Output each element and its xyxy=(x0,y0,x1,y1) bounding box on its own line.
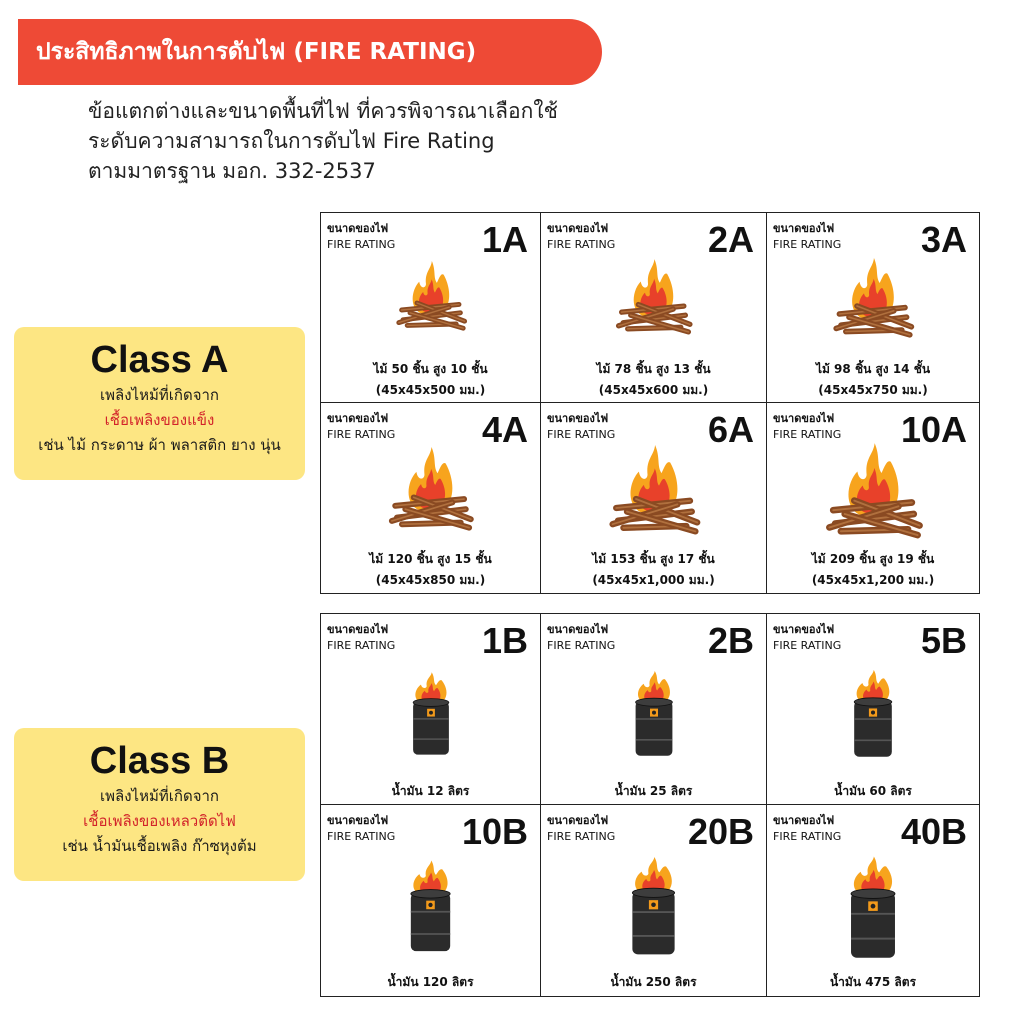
oil-drum-fire-icon xyxy=(321,860,540,955)
cell-label-english: FIRE RATING xyxy=(327,830,396,843)
rating-cell xyxy=(321,403,541,593)
cell-label-thai: ขนาดของไฟ xyxy=(547,412,609,425)
wood-size-caption: (45x45x850 มม.) xyxy=(375,573,486,587)
class-b-line-2: เชื้อเพลิงของเหลวติดไฟ xyxy=(83,812,236,830)
rating-cell xyxy=(321,213,541,403)
page-title: ประสิทธิภาพในการดับไฟ (FIRE RATING) xyxy=(36,39,477,65)
wood-size-caption: (45x45x750 มม.) xyxy=(818,383,928,397)
cell-label-thai: ขนาดของไฟ xyxy=(327,814,389,827)
cell-label-thai: ขนาดของไฟ xyxy=(547,814,609,827)
wood-quantity-caption: ไม้ 98 ชิ้น สูง 14 ชั้น xyxy=(815,362,931,376)
cell-label-english: FIRE RATING xyxy=(327,639,396,652)
cell-label-english: FIRE RATING xyxy=(773,639,842,652)
fire-rating-value: 10B xyxy=(461,811,528,852)
rating-cell xyxy=(541,614,767,805)
rating-cell xyxy=(321,614,541,805)
fire-rating-value: 1B xyxy=(481,620,528,661)
class-b-title: Class B xyxy=(89,740,230,782)
oil-volume-caption: น้ำมัน 475 ลิตร xyxy=(829,975,917,989)
fire-rating-value: 40B xyxy=(900,811,967,852)
fire-rating-value: 6A xyxy=(707,409,754,450)
oil-drum-fire-icon xyxy=(321,672,540,758)
cell-label-thai: ขนาดของไฟ xyxy=(773,222,835,235)
intro-text xyxy=(88,96,558,186)
cell-label-thai: ขนาดของไฟ xyxy=(773,412,835,425)
intro-line-1: ข้อแตกต่างและขนาดพื้นที่ไฟ ที่ควรพิจารณาเลือกใช้ xyxy=(88,99,558,123)
cell-label-english: FIRE RATING xyxy=(547,238,616,251)
fire-rating-value: 1A xyxy=(481,219,528,260)
cell-label-thai: ขนาดของไฟ xyxy=(773,623,835,636)
fire-rating-value: 5B xyxy=(920,620,967,661)
class-b-rating-grid xyxy=(320,613,980,997)
cell-label-thai: ขนาดของไฟ xyxy=(773,814,835,827)
cell-label-thai: ขนาดของไฟ xyxy=(547,222,609,235)
intro-line-2: ระดับความสามารถในการดับไฟ Fire Rating xyxy=(88,129,495,153)
rating-cell xyxy=(767,805,979,996)
campfire-icon xyxy=(767,258,979,338)
oil-volume-caption: น้ำมัน 25 ลิตร xyxy=(614,784,693,798)
campfire-icon xyxy=(767,443,979,539)
rating-cell xyxy=(767,614,979,805)
cell-label-english: FIRE RATING xyxy=(547,639,616,652)
wood-size-caption: (45x45x1,200 มม.) xyxy=(811,573,935,587)
cell-label-english: FIRE RATING xyxy=(773,428,842,441)
fire-rating-value: 10A xyxy=(900,409,967,450)
header-banner xyxy=(18,19,602,85)
class-a-line-2: เชื้อเพลิงของแข็ง xyxy=(104,411,215,429)
campfire-icon xyxy=(541,445,766,535)
wood-quantity-caption: ไม้ 209 ชิ้น สูง 19 ชั้น xyxy=(811,552,935,566)
class-a-card xyxy=(14,327,305,480)
oil-volume-caption: น้ำมัน 60 ลิตร xyxy=(834,784,912,798)
fire-rating-value: 4A xyxy=(481,409,528,450)
wood-size-caption: (45x45x1,000 มม.) xyxy=(592,573,715,587)
fire-rating-value: 3A xyxy=(920,219,967,260)
campfire-icon xyxy=(321,261,540,331)
cell-label-thai: ขนาดของไฟ xyxy=(547,623,609,636)
class-b-card xyxy=(14,728,305,881)
cell-label-thai: ขนาดของไฟ xyxy=(327,222,389,235)
rating-cell xyxy=(767,403,979,593)
cell-label-english: FIRE RATING xyxy=(327,238,396,251)
cell-label-english: FIRE RATING xyxy=(547,428,616,441)
class-a-rating-grid xyxy=(320,212,980,594)
wood-size-caption: (45x45x500 มม.) xyxy=(375,383,486,397)
oil-volume-caption: น้ำมัน 120 ลิตร xyxy=(387,975,474,989)
rating-cell xyxy=(541,213,767,403)
oil-drum-fire-icon xyxy=(541,857,766,958)
fire-rating-value: 20B xyxy=(687,811,754,852)
campfire-icon xyxy=(321,447,540,531)
cell-label-english: FIRE RATING xyxy=(773,238,842,251)
oil-drum-fire-icon xyxy=(767,856,979,962)
cell-label-thai: ขนาดของไฟ xyxy=(327,412,389,425)
class-a-line-1: เพลิงไหม้ที่เกิดจาก xyxy=(100,386,219,404)
class-b-line-3: เช่น น้ำมันเชื้อเพลิง ก๊าซหุงต้ม xyxy=(62,837,257,855)
class-a-line-3: เช่น ไม้ กระดาษ ผ้า พลาสติก ยาง นุ่น xyxy=(38,436,281,454)
rating-cell xyxy=(541,403,767,593)
intro-line-3: ตามมาตรฐาน มอก. 332-2537 xyxy=(88,159,376,183)
class-b-line-1: เพลิงไหม้ที่เกิดจาก xyxy=(100,787,219,805)
oil-volume-caption: น้ำมัน 12 ลิตร xyxy=(391,784,470,798)
fire-rating-value: 2B xyxy=(707,620,754,661)
wood-quantity-caption: ไม้ 50 ชิ้น สูง 10 ชั้น xyxy=(373,362,488,376)
wood-size-caption: (45x45x600 มม.) xyxy=(598,383,709,397)
campfire-icon xyxy=(541,259,766,335)
oil-volume-caption: น้ำมัน 250 ลิตร xyxy=(610,975,697,989)
cell-label-english: FIRE RATING xyxy=(773,830,842,843)
wood-quantity-caption: ไม้ 78 ชิ้น สูง 13 ชั้น xyxy=(596,362,711,376)
class-a-title: Class A xyxy=(90,339,229,381)
oil-drum-fire-icon xyxy=(767,670,979,760)
cell-label-thai: ขนาดของไฟ xyxy=(327,623,389,636)
cell-label-english: FIRE RATING xyxy=(547,830,616,843)
fire-rating-value: 2A xyxy=(707,219,754,260)
rating-cell xyxy=(767,213,979,403)
wood-quantity-caption: ไม้ 153 ชิ้น สูง 17 ชั้น xyxy=(592,552,715,566)
oil-drum-fire-icon xyxy=(541,671,766,759)
cell-label-english: FIRE RATING xyxy=(327,428,396,441)
wood-quantity-caption: ไม้ 120 ชิ้น สูง 15 ชั้น xyxy=(369,552,492,566)
rating-cell xyxy=(541,805,767,996)
rating-cell xyxy=(321,805,541,996)
